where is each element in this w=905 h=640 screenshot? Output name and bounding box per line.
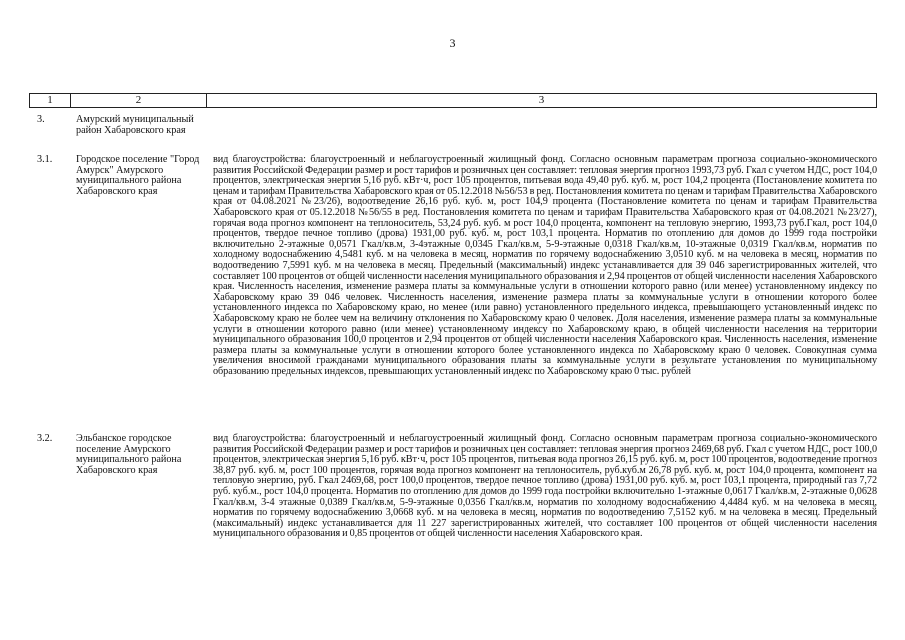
municipality-name: Городское поселение "Город Амурск" Амурского муниципального района Хабаровского края: [76, 154, 200, 197]
table-header-row: [29, 93, 877, 108]
row-description: вид благоустройства: благоустроенный и неблагоустроенный жилищный фонд. Согласно основным параметрам прогноза социально-экономического развития Российской Федерации размер и рост тарифов и розничных цен составляет: тепловая энергия прогноз 2469,68 руб. Гкал с учетом НДС, рост 100,0 процентов, электрическая энергия 5,16 руб. кВт·ч, рост 105 процентов, питьевая вода прогноз 26,15 руб. куб. м, рост 100 процентов, водоотведение прогноз 38,87 руб. куб. м, рост 100 процентов, горячая вода прогноз компонент на теплоноситель, руб.куб.м 26,78 руб. куб. м, рост 104,0 процента, компонент на тепловую энергию, руб. Гкал 2469,68, рост 100,0 процентов, твердое печное топливо (дрова) 1931,00 руб. куб. м, рост 103,1 процента, природный газ 7,72 руб. куб.м., рост 104,0 процента. Норматив по отоплению для домов до 1999 года постройки включительно 1-этажные 0,0617 Гкал/кв.м, 2-этажные 0,0628 Гкал/кв.м, 3-4 этажные 0,0389 Гкал/кв.м, 5-9-этажные 0,0356 Гкал/кв.м, норматив по холодному водоснабжению 4,4484 куб. м на человека в месяц, норматив по горячему водоснабжению 3,0668 куб. м на человека в месяц, норматив по водоотведению 7,5152 куб. м на человека в месяц. Предельный (максимальный) индекс устанавливается для 11 227 зарегистрированных жителей, что составляет 100 процентов от общей численности населения муниципального образования и 0,85 процентов от общей численности населения Хабаровского края.: [213, 433, 877, 540]
municipality-name: Амурский муниципальный район Хабаровского края: [76, 114, 194, 136]
row-number: 3.1.: [37, 154, 53, 165]
page-number: 3: [449, 36, 456, 50]
table-header-col-1: 1: [30, 94, 71, 107]
row-description: вид благоустройства: благоустроенный и неблагоустроенный жилищный фонд. Согласно основным параметрам прогноза социально-экономического развития Российской Федерации размер и рост тарифов и розничных цен составляет: тепловая энергия прогноз 1993,73 руб. Гкал с учетом НДС, рост 104,0 процентов, электрическая энергия 5,16 руб. кВт·ч, рост 105 процентов, питьевая вода 49,40 руб. куб. м, рост 104,2 процента (Постановление комитета по ценам и тарифам Правительства Хабаровского края от 05.12.2018 №56/53 в ред. Постановления комитета по ценам и тарифам Правительства Хабаровского края от 04.08.2021 №23/26), водоотведение 26,16 руб. куб. м, рост 104,9 процента (Постановление комитета по ценам и тарифам Правительства Хабаровского края от 05.12.2018 №56/55 в ред. Постановления комитета по ценам и тарифам Правительства Хабаровского края от 04.08.2021 №23/27), горячая вода прогноз компонент на теплоноситель, 53,24 руб. куб. м рост 104,0 процента, компонент на тепловую энергию, 1993,73 руб.Гкал, рост 104,0 процентов, твердое печное топливо (дрова) 1931,00 руб. куб. м, рост 103,1 процента. Норматив по отоплению для домов до 1999 года постройки включительно 2-этажные 0,0571 Гкал/кв.м, 3-4этажные 0,0345 Гкал/кв.м, 5-9-этажные 0,0318 Гкал/кв.м, 10-этажные 0,0319 Гкал/кв.м, норматив по холодному водоснабжению 4,5481 куб. м на человека в месяц, норматив по горячему водоснабжению 3,0510 куб. м на человека в месяц, норматив по водоотведению 7,5991 куб. м на человека в месяц. Предельный (максимальный) индекс устанавливается для 39 046 зарегистрированных жителей, что составляет 100 процентов от общей численности населения муниципального образования и 2,94 процентов от общей численности населения Хабаровского края. Численность населения, изменение размера платы за коммунальные услуги в отношении которого равно (или менее) установленному индексу по Хабаровскому краю 39 046 человек. Численность населения, изменение размера платы за коммунальные услуги в отношении которого более установленного индекса по Хабаровскому краю, но менее (или равно) установленного предельного индекса, превышающего установленный индекс по Хабаровскому краю не более чем на величину отклонения по Хабаровскому краю 0 человек. Доля населения, изменение размера платы за коммунальные услуги в отношении которого равно (или менее) установленному индексу по Хабаровскому краю, в общей численности населения на территории муниципального образования 100,0 процентов и 2,94 процентов от общей численности населения Хабаровского края. Численность населения, изменение размера платы за коммунальные услуги в отношении которого более установленного индекса по Хабаровскому краю 0 человек. Совокупная сумма увеличения вносимой гражданами муниципального образования платы за коммунальные услуги в результате установления по муниципальному образованию предельных индексов, превышающих установленный индекс по Хабаровскому краю 0 тыс. рублей: [213, 154, 877, 377]
table-header-col-2: 2: [71, 94, 207, 107]
table-header-col-3: 3: [538, 94, 545, 106]
row-number: 3.2.: [37, 433, 53, 444]
row-number: 3.: [37, 114, 45, 125]
municipality-name: Эльбанское городское поселение Амурского муниципального района Хабаровского края: [76, 433, 182, 476]
